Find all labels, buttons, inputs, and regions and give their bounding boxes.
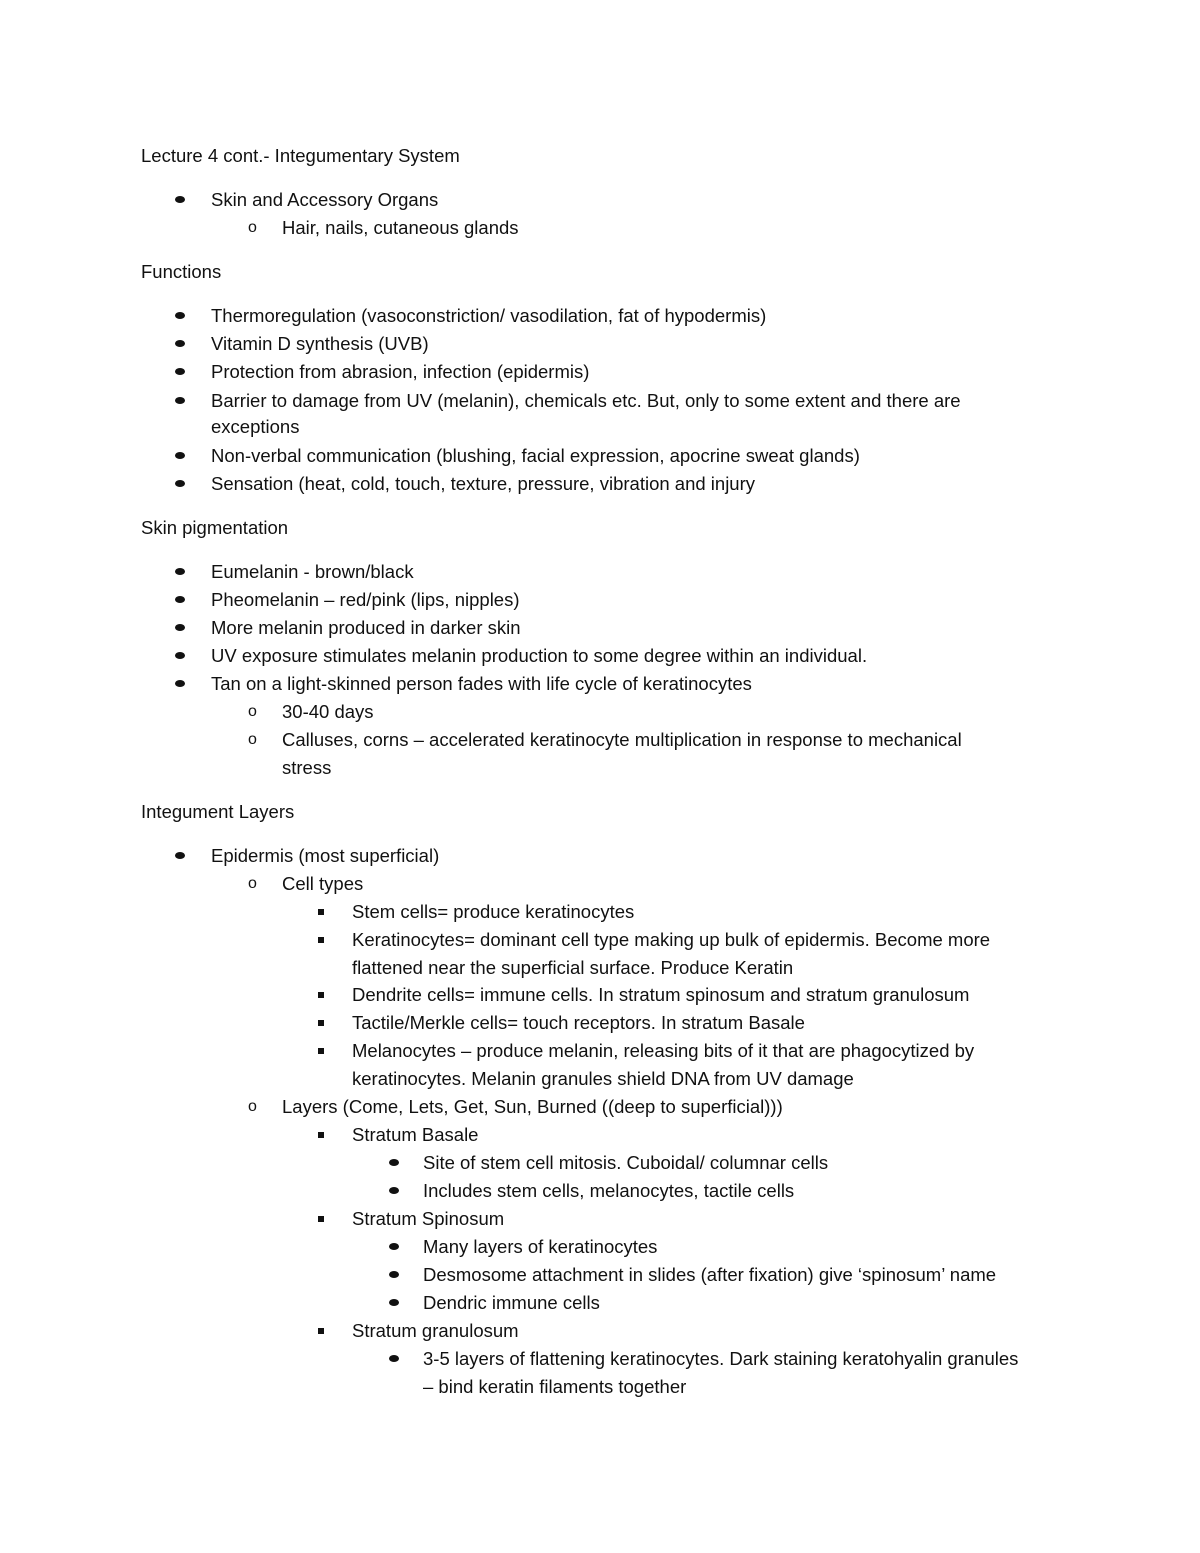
list-item: More melanin produced in darker skin xyxy=(211,617,521,638)
list-item: Protection from abrasion, infection (epidermis) xyxy=(211,361,590,382)
list-item: Site of stem cell mitosis. Cuboidal/ columnar cells xyxy=(423,1152,829,1173)
square-bullet-marker xyxy=(318,1207,324,1231)
list-item: Dendrite cells= immune cells. In stratum spinosum and stratum granulosum xyxy=(352,984,970,1005)
section-heading-pigmentation: Skin pigmentation xyxy=(141,517,289,538)
list-item-continuation: exceptions xyxy=(211,416,300,437)
bullet-marker xyxy=(389,1263,399,1287)
list-item: Melanocytes – produce melanin, releasing bits of it that are phagocytized by xyxy=(352,1040,975,1061)
square-bullet-marker xyxy=(318,1011,324,1035)
list-item: Epidermis (most superficial) xyxy=(211,845,440,866)
square-bullet-marker xyxy=(318,1123,324,1147)
square-bullet-marker xyxy=(318,983,324,1007)
sub-bullet-marker: o xyxy=(248,875,257,892)
list-item: Desmosome attachment in slides (after fixation) give ‘spinosum’ name xyxy=(423,1264,997,1285)
bullet-marker xyxy=(175,360,185,384)
list-item: Stratum granulosum xyxy=(352,1320,519,1341)
bullet-marker xyxy=(175,389,185,413)
bullet-marker xyxy=(175,588,185,612)
list-item: 30-40 days xyxy=(282,701,374,722)
bullet-marker xyxy=(175,332,185,356)
list-item: Hair, nails, cutaneous glands xyxy=(282,217,519,238)
bullet-marker xyxy=(175,444,185,468)
list-item: Stem cells= produce keratinocytes xyxy=(352,901,635,922)
list-item: Barrier to damage from UV (melanin), chemicals etc. But, only to some extent and there are xyxy=(211,390,961,411)
list-item: Eumelanin - brown/black xyxy=(211,561,414,582)
bullet-marker xyxy=(175,188,185,212)
list-item: Tan on a light-skinned person fades with life cycle of keratinocytes xyxy=(211,673,752,694)
list-item: Pheomelanin – red/pink (lips, nipples) xyxy=(211,589,520,610)
list-item: Vitamin D synthesis (UVB) xyxy=(211,333,429,354)
list-item: Tactile/Merkle cells= touch receptors. In stratum Basale xyxy=(352,1012,805,1033)
sub-bullet-marker: o xyxy=(248,703,257,720)
list-item: Stratum Basale xyxy=(352,1124,479,1145)
bullet-marker xyxy=(389,1235,399,1259)
list-item: Non-verbal communication (blushing, facial expression, apocrine sweat glands) xyxy=(211,445,860,466)
list-item-continuation: stress xyxy=(282,757,332,778)
bullet-marker xyxy=(175,472,185,496)
list-item-continuation: – bind keratin filaments together xyxy=(423,1376,687,1397)
sub-bullet-marker: o xyxy=(248,731,257,748)
list-item: Includes stem cells, melanocytes, tactile cells xyxy=(423,1180,795,1201)
bullet-marker xyxy=(389,1151,399,1175)
square-bullet-marker xyxy=(318,928,324,952)
bullet-marker xyxy=(175,304,185,328)
list-item: Stratum Spinosum xyxy=(352,1208,505,1229)
bullet-marker xyxy=(175,560,185,584)
section-heading-layers: Integument Layers xyxy=(141,801,295,822)
list-item-continuation: flattened near the superficial surface. Produce Keratin xyxy=(352,957,794,978)
bullet-marker xyxy=(389,1347,399,1371)
bullet-marker xyxy=(389,1179,399,1203)
sub-bullet-marker: o xyxy=(248,219,257,236)
sub-bullet-marker: o xyxy=(248,1098,257,1115)
list-item: Sensation (heat, cold, touch, texture, pressure, vibration and injury xyxy=(211,473,755,494)
section-heading-functions: Functions xyxy=(141,261,222,282)
list-item: Keratinocytes= dominant cell type making up bulk of epidermis. Become more xyxy=(352,929,991,950)
bullet-marker xyxy=(175,616,185,640)
bullet-marker xyxy=(175,844,185,868)
list-item: Many layers of keratinocytes xyxy=(423,1236,658,1257)
square-bullet-marker xyxy=(318,900,324,924)
list-item: Thermoregulation (vasoconstriction/ vasodilation, fat of hypodermis) xyxy=(211,305,767,326)
list-item: 3-5 layers of flattening keratinocytes. Dark staining keratohyalin granules xyxy=(423,1348,1019,1369)
bullet-marker xyxy=(175,644,185,668)
page-title: Lecture 4 cont.- Integumentary System xyxy=(141,145,460,166)
list-item: Dendric immune cells xyxy=(423,1292,600,1313)
list-item: Layers (Come, Lets, Get, Sun, Burned ((deep to superficial))) xyxy=(282,1096,783,1117)
list-item: UV exposure stimulates melanin production to some degree within an individual. xyxy=(211,645,868,666)
list-item: Skin and Accessory Organs xyxy=(211,189,439,210)
square-bullet-marker xyxy=(318,1319,324,1343)
list-item: Calluses, corns – accelerated keratinocyte multiplication in response to mechanical xyxy=(282,729,962,750)
bullet-marker xyxy=(175,672,185,696)
square-bullet-marker xyxy=(318,1039,324,1063)
list-item-continuation: keratinocytes. Melanin granules shield DNA from UV damage xyxy=(352,1068,854,1089)
list-item: Cell types xyxy=(282,873,364,894)
bullet-marker xyxy=(389,1291,399,1315)
